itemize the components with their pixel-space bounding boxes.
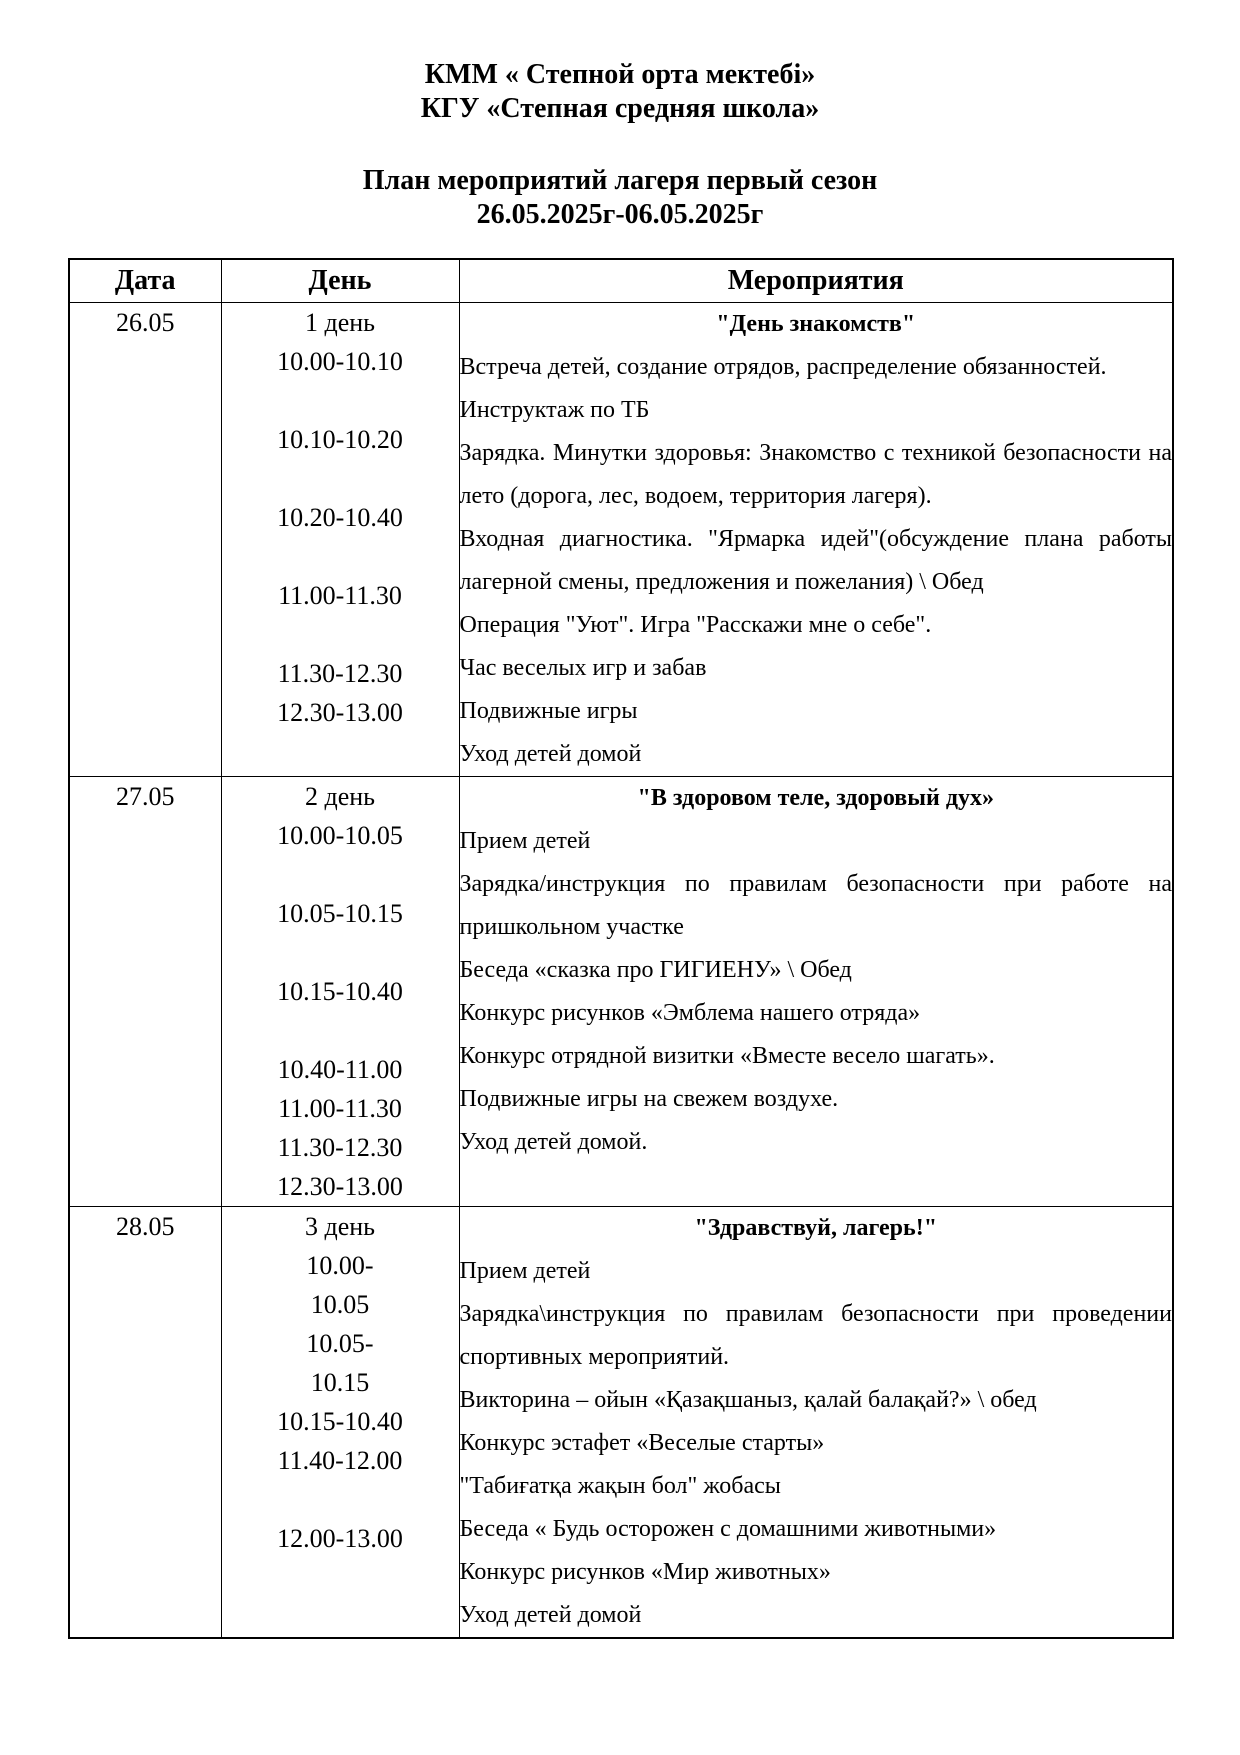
- day-time-line: 2 день: [304, 782, 376, 811]
- day-time-line: [222, 459, 459, 498]
- day-time-line: [222, 855, 459, 894]
- day-time-line: 12.30-13.00: [277, 1172, 403, 1201]
- table-row: [69, 777, 1173, 1207]
- document-subtitle: [68, 164, 1172, 232]
- day-time-line: 10.00-10.10: [277, 347, 403, 376]
- event-line: "Табиғатқа жақын бол" жобасы: [459, 1473, 781, 1499]
- plan-title: План мероприятий лагеря первый сезон: [362, 165, 878, 196]
- event-line: Подвижные игры: [459, 698, 638, 724]
- day-time-line: [222, 1011, 459, 1050]
- day-cell: [221, 777, 459, 1207]
- day-time-line: [222, 381, 459, 420]
- table-header-row: [69, 259, 1173, 303]
- day-time-line: 10.05-: [306, 1329, 374, 1358]
- table-row: [69, 1207, 1173, 1639]
- event-line: Конкурс рисунков «Эмблема нашего отряда»: [459, 1000, 921, 1026]
- event-line: Подвижные игры на свежем воздухе.: [459, 1086, 839, 1112]
- date-cell: 28.05: [69, 1207, 221, 1639]
- org-name-kazakh: КММ « Степной орта мектебі»: [424, 59, 816, 90]
- day-time-line: 10.05-10.15: [277, 899, 403, 928]
- events-cell: [459, 303, 1173, 777]
- day-time-line: 10.20-10.40: [277, 503, 403, 532]
- events-cell: [459, 1207, 1173, 1639]
- event-line: Входная диагностика. "Ярмарка идей"(обсуждение плана работы лагерной смены, предложения и пожелания) \ Обед: [459, 526, 1172, 595]
- column-header-date: Дата: [69, 259, 221, 303]
- event-line: Зарядка. Минутки здоровья: Знакомство с техникой безопасности на лето (дорога, лес, водоем, территория лагеря).: [459, 440, 1172, 509]
- event-line: Уход детей домой: [459, 1602, 642, 1628]
- event-line: Конкурс рисунков «Мир животных»: [459, 1559, 831, 1585]
- day-cell: [221, 303, 459, 777]
- event-line: Зарядка\инструкция по правилам безопасности при проведении спортивных мероприятий.: [459, 1301, 1172, 1370]
- day-time-line: [222, 1480, 459, 1519]
- event-line: Викторина – ойын «Қазақшаныз, қалай балақай?» \ обед: [459, 1387, 1037, 1413]
- event-line: Инструктаж по ТБ: [459, 397, 650, 423]
- day-time-line: 10.15-10.40: [277, 1407, 403, 1436]
- events-cell: [459, 777, 1173, 1207]
- day-theme-title: "Здравствуй, лагерь!": [694, 1215, 938, 1241]
- event-line: Встреча детей, создание отрядов, распределение обязанностей.: [459, 354, 1107, 380]
- day-time-line: 11.00-11.30: [278, 581, 402, 610]
- schedule-table-body: [69, 303, 1173, 1639]
- day-time-line: 12.30-13.00: [277, 698, 403, 727]
- event-line: Прием детей: [459, 1258, 591, 1284]
- day-theme-title: "В здоровом теле, здоровый дух»: [637, 785, 994, 811]
- day-time-line: 1 день: [304, 308, 376, 337]
- event-line: Уход детей домой: [459, 741, 642, 767]
- day-time-line: 10.40-11.00: [277, 1055, 403, 1084]
- event-line: Беседа « Будь осторожен с домашними животными»: [459, 1516, 997, 1542]
- event-line: Беседа «сказка про ГИГИЕНУ» \ Обед: [459, 957, 852, 983]
- day-cell: [221, 1207, 459, 1639]
- day-time-line: 10.10-10.20: [277, 425, 403, 454]
- table-row: [69, 303, 1173, 777]
- day-time-line: [222, 933, 459, 972]
- day-time-line: 11.40-12.00: [277, 1446, 403, 1475]
- event-line: Зарядка/инструкция по правилам безопасности при работе на пришкольном участке: [459, 871, 1172, 940]
- event-line: Час веселых игр и забав: [459, 655, 707, 681]
- day-time-line: [222, 615, 459, 654]
- schedule-table: [68, 258, 1174, 1639]
- date-cell: 27.05: [69, 777, 221, 1207]
- day-time-line: 10.00-: [306, 1251, 374, 1280]
- day-theme-title: "День знакомств": [716, 311, 916, 337]
- org-name-russian: КГУ «Степная средняя школа»: [420, 93, 820, 124]
- day-time-line: 11.30-12.30: [277, 1133, 403, 1162]
- event-line: Прием детей: [459, 828, 591, 854]
- day-time-line: 11.30-12.30: [277, 659, 403, 688]
- document-page: [68, 0, 1172, 1639]
- day-time-line: 11.00-11.30: [278, 1094, 402, 1123]
- day-time-line: 3 день: [304, 1212, 376, 1241]
- event-line: Конкурс отрядной визитки «Вместе весело шагать».: [459, 1043, 995, 1069]
- day-time-line: 10.00-10.05: [277, 821, 403, 850]
- day-time-line: 12.00-13.00: [277, 1524, 403, 1553]
- document-title: [68, 58, 1172, 126]
- event-line: Конкурс эстафет «Веселые старты»: [459, 1430, 825, 1456]
- event-line: Уход детей домой.: [459, 1129, 648, 1155]
- column-header-day: День: [221, 259, 459, 303]
- day-time-line: 10.15: [310, 1368, 370, 1397]
- day-time-line: 10.15-10.40: [277, 977, 403, 1006]
- day-time-line: 10.05: [310, 1290, 370, 1319]
- date-cell: 26.05: [69, 303, 221, 777]
- event-line: Операция "Уют". Игра "Расскажи мне о себе".: [459, 612, 932, 638]
- plan-dates: 26.05.2025г-06.05.2025г: [476, 199, 764, 230]
- column-header-events: Мероприятия: [459, 259, 1173, 303]
- day-time-line: [222, 537, 459, 576]
